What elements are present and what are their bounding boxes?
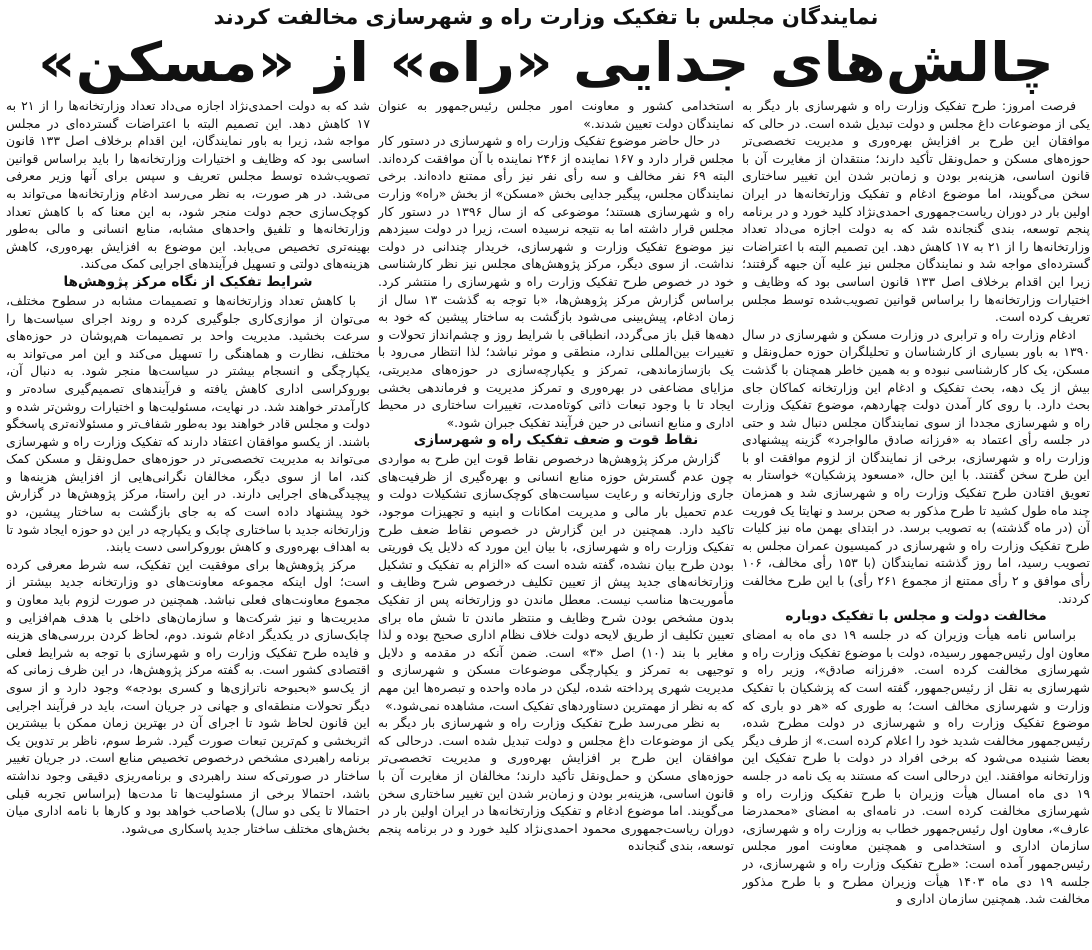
section-heading: مخالفت دولت و مجلس با تفکیک دوباره bbox=[785, 608, 1047, 625]
article-column-left bbox=[6, 97, 370, 950]
article-paragraph: فرصت امروز: طرح تفکیک وزارت راه و شهرسازی بار دیگر به یکی از موضوعات داغ مجلس و دولت تبدیل شده است. در حالی که موافقان این طرح بر افزایش بهره‌وری و مدیریت تخصصی‌تر حوزه‌های مسکن و حمل‌ونقل تأکید دارند؛ منتقدان از مغایرت آن با قانون اساسی، هزینه‌بر بودن و زمان‌بر شدن این تغییر ساختاری سخن می‌گویند، اما موضوع ادغام و تفکیک وزارتخانه‌ها در ایران اولین بار در دوران ریاست‌جمهوری احمدی‌نژاد کلید خورد و در برنامه پنجم توسعه، بندی گنجانده شد که به دولت اجازه می‌داد تعداد وزارتخانه‌ها را از ۲۱ به ۱۷ کاهش دهد. این تصمیم البته با اعتراضات گسترده‌ای مواجه شد و نمایندگان مجلس نیز علیه آن جبهه گرفتند؛ زیرا این اقدام برخلاف اصل ۱۳۳ قانون اساسی بود که وظایف و اختیارات وزارتخانه‌ها را براساس قوانین تصویب‌شده توسط مجلس تعریف کرده است. bbox=[742, 98, 1090, 325]
article-paragraph: براساس نامه هیأت وزیران که در جلسه ۱۹ دی ماه به امضای معاون اول رئیس‌جمهور رسیده، دولت با موضوع تفکیک وزارت راه و شهرسازی مخالفت کرده است. «فرزانه صادق»، وزیر راه و شهرسازی به نقل از رئیس‌جمهور، گفته است که پزشکیان با تفکیک وزارت و شهرسازی مخالف است؛ به طوری که «هر دو باری که موضوع تفکیک وزارت راه و شهرسازی در دولت مطرح شده، رئیس‌جمهور مخالفت شدید خود را اعلام کرده است.» از طرف دیگر بعضا شنیده می‌شود که برخی افراد در دولت با طرح تفکیک این وزارتخانه موافقند. این درحالی است که مستند به یک نامه در جلسه ۱۹ دی ماه امسال هیأت وزیران با طرح تفکیک وزارت راه و شهرسازی مخالفت کرده است. در نامه‌ای به امضای «محمدرضا عارف»، معاون اول رئیس‌جمهور خطاب به وزارت راه و شهرسازی، سازمان اداری و استخدامی و همچنین معاونت امور مجلس رئیس‌جمهور آمده است: «طرح تفکیک وزارت راه و شهرسازی، در جلسه ۱۹ دی ماه ۱۴۰۳ هیأت وزیران مطرح و با طرح مذکور مخالفت شد. همچنین سازمان اداری و bbox=[742, 627, 1090, 907]
article-paragraph: به نظر می‌رسد طرح تفکیک وزارت راه و شهرسازی بار دیگر به یکی از موضوعات داغ مجلس و دولت تبدیل شده است. درحالی که موافقان این طرح بر افزایش بهره‌وری و مدیریت تخصصی‌تر حوزه‌های مسکن و حمل‌ونقل تأکید دارند؛ مخالفان از مغایرت آن با قانون اساسی، هزینه‌بر بودن و زمان‌بر شدن این تغییر ساختاری سخن می‌گویند. اما موضوع ادغام و تفکیک وزارتخانه‌ها در ایران اولین بار در دوران ریاست‌جمهوری محمود احمدی‌نژاد کلید خورد و در برنامه پنجم توسعه، بندی گنجانده bbox=[378, 715, 734, 854]
article-paragraph: گزارش مرکز پژوهش‌ها درخصوص نقاط قوت این طرح به مواردی چون عدم گسترش حوزه منابع انسانی و بهره‌گیری از ظرفیت‌های جاری وزارتخانه و رعایت سیاست‌های کوچک‌سازی تشکیلات دولت و عدم تحمیل بار مالی و مدیریت امکانات و ابنیه و تجهیزات موجود، تاکید دارد. همچنین در این گزارش در خصوص نقاط ضعف طرح تفکیک وزارت راه و شهرسازی، با بیان این مورد که دلایل یک فوریتی بودن طرح بیان نشده، گفته شده است که «الزام به تفکیک و تشکیل وزارتخانه‌های جدید پیش از تعیین تکلیف درخصوص شرح وظایف و مأموریت‌ها مناسب نیست. معطل ماندن دو وزارتخانه پس از تفکیک بدون مشخص بودن شرح وظایف و منتظر ماندن تا شش ماه برای تعیین تکلیف از طریق لایحه دولت خلاف نظام اداری صحیح بوده و لذا مغایر با بند (۱۰) اصل «۳» است. ضمن آنکه در مقدمه و دلایل توجیهی به تمرکز و یکپارچگی موضوعات مسکن و شهرسازی و مدیریت شهری پرداخته شده، لیکن در ماده واحده و تبصره‌ها این مهم که به نظر از مهمترین دستاوردهای تفکیک است، مشاهده نمی‌شود.» bbox=[378, 451, 734, 713]
headline-kicker: نمایندگان مجلس با تفکیک وزارت راه و شهرسازی مخالفت کردند bbox=[213, 5, 879, 29]
section-heading: نقاط قوت و ضعف تفکیک راه و شهرسازی bbox=[413, 432, 699, 449]
article-column-right bbox=[742, 97, 1090, 950]
article-paragraph: مرکز پژوهش‌ها برای موفقیت این تفکیک، سه شرط معرفی کرده است؛ اول اینکه مجموعه معاونت‌های دو وزارتخانه جدید بیشتر از مجموع معاونت‌های فعلی نباشد. همچنین در صورت لزوم باید معاون و مدیریت‌ها و نیز شرکت‌ها و سازمان‌های داخلی با هدف هم‌افزایی و چابک‌سازی در یکدیگر ادغام شوند. دوم، لحاظ کردن بررسی‌های هزینه و فایده طرح تفکیک وزارت راه و شهرسازی با توجه به شرایط فعلی اقتصادی کشور است. به گفته مرکز پژوهش‌ها، در این ظرف زمانی که از یک‌سو «بحبوحه ناترازی‌ها و کسری بودجه» وجود دارد و از سوی دیگر تحولات منطقه‌ای و جهانی در جریان است، باید در فرآیند اجرایی این قانون لحاظ شود تا اجرای آن در بهترین زمان ممکن با بیشترین اثربخشی و کم‌ترین تبعات صورت گیرد. شرط سوم، ناظر بر تدوین یک برنامه راهبردی مشخص درخصوص تخصیص منابع است. در جریان تغییر ساختار در صورتی‌که سند راهبردی و برنامه‌ریزی دقیقی وجود نداشته باشد، احتمالا برخی از مسئولیت‌ها تا مدت‌ها (براساس تجربه قبلی احتمالا تا یکی دو سال) بلاصاحب خواهد بود و کارها با نامه اداری میان بخش‌های مختلف ساختار جدید پاسکاری می‌شود. bbox=[6, 556, 370, 836]
section-heading: شرایط تفکیک از نگاه مرکز پژوهش‌ها bbox=[63, 273, 313, 290]
article-paragraph: شد که به دولت احمدی‌نژاد اجازه می‌داد تعداد وزارتخانه‌ها را از ۲۱ به ۱۷ کاهش دهد. این تصمیم البته با اعتراضات گسترده‌ای در مجلس مواجه شد، زیرا به باور نمایندگان، این اقدام برخلاف اصل ۱۳۳ قانون اساسی بود که وظایف و اختیارات وزارتخانه‌ها را باید براساس قوانین تصویب‌شده توسط مجلس تعریف و سپس برای آنها وزیر معرفی می‌شد. در هر صورت، به نظر می‌رسد ادغام وزارتخانه‌ها می‌تواند به کوچک‌سازی حجم دولت منجر شود، به این معنا که با کاهش تعداد وزارتخانه‌ها و تلفیق واحدهای مشابه، منابع انسانی و مالی به‌طور بهینه‌تری تخصیص می‌یابد. این موضوع به افزایش بهره‌وری، کاهش هزینه‌های دولتی و تسهیل فرآیندهای اجرایی کمک می‌کند. bbox=[6, 98, 370, 272]
article-column-middle bbox=[378, 97, 734, 950]
article-paragraph: ادغام وزارت راه و ترابری در وزارت مسکن و شهرسازی در سال ۱۳۹۰ به باور بسیاری از کارشناسان و تحلیلگران حوزه حمل‌ونقل و مسکن، یک کار کارشناسی نبوده و به همین خاطر همچنان با گذشت بیش از یک دهه، بحث تفکیک و ادغام این وزارتخانه کماکان جای بحث دارد. با روی کار آمدن دولت چهاردهم، موضوع تفکیک وزارت راه و شهرسازی مجددا از سوی نمایندگان مجلس دنبال شد و حتی در جلسه رأی اعتماد به «فرزانه صادق مالواجرد» گزینه پیشنهادی وزارت راه و شهرسازی، برخی از نمایندگان از لزوم موافقت او با این طرح سخن گفتند. با این حال، «مسعود پزشکیان» خواستار به تعویق افتادن طرح تفکیک وزارت راه و شهرسازی شد و همزمان چند ماه طول کشید تا طرح مذکور به صحن برسد و نهایتا یک فوریت آن (در ماه گذشته) به تصویب برسد. در ابتدای بهمن ماه نیز کلیات طرح تفکیک وزارت راه و شهرسازی در کمیسیون عمران مجلس به تصویب رسید، اما روز گذشته نمایندگان (با ۱۵۳ رأی مخالف، ۱۰۶ رأی موافق و ۲ رأی ممتنع از مجموع ۲۶۱ رأی) با این طرح مخالفت کردند. bbox=[742, 326, 1090, 606]
article-paragraph: با کاهش تعداد وزارتخانه‌ها و تصمیمات مشابه در سطوح مختلف، می‌توان از موازی‌کاری جلوگیری کرده و روند اجرای سیاست‌ها را سرعت بخشید. مدیریت واحد بر تصمیمات هم‌پوشان در حوزه‌های مختلف، نظارت و هماهنگی را تسهیل می‌کند و این امر می‌تواند به یکپارچگی و انسجام بیشتر در سیاست‌ها منجر شود. به دنبال آن، بوروکراسی اداری کاهش یافته و فرآیندهای تصمیم‌گیری ساده‌تر و کارآمدتر خواهند شد. در نهایت، مسئولیت‌ها و اختیارات روشن‌تر شده و دولت و مجلس قادر خواهند بود به‌طور شفاف‌تر و مسئولانه‌تری پاسخگو باشند. از یکسو موافقان اعتقاد دارند که تفکیک وزارت راه و شهرسازی می‌تواند به مدیریت تخصصی‌تر در حوزه‌های حمل‌ونقل و مسکن کمک کند، اما از سوی دیگر، مخالفان نگرانی‌هایی از افزایش هزینه‌ها و پیچیدگی‌های اجرایی دارند. در این راستا، مرکز پژوهش‌ها در گزارش خود پیشنهاد داده است که به جای بازگشت به ساختار پیشین، دو وزارتخانه جدید با ساختاری چابک و یکپارچه در این دو حوزه ایجاد شود تا به اهداف بهره‌وری و کاهش بوروکراسی دست یابند. bbox=[6, 292, 370, 555]
article-paragraph: در حال حاضر موضوع تفکیک وزارت راه و شهرسازی در دستور کار مجلس قرار دارد و ۱۶۷ نماینده از ۲۴۶ نماینده با آن موافقت کرده‌اند. البته ۶۹ نفر مخالف و سه رأی نفر نیز رأی ممتنع داده‌اند. برخی نمایندگان مجلس، پیگیر جدایی بخش «مسکن» از بخش «راه» وزارت راه و شهرسازی هستند؛ موضوعی که از سال ۱۳۹۶ در دستور کار مجلس قرار داشته اما به نتیجه نرسیده است، زیرا در دولت سیزدهم نیز موضوع تفکیک وزارت و شهرسازی، خریدار چندانی در دولت نداشت. از سوی دیگر، مرکز پژوهش‌های مجلس نیز نظر کارشناسی خود در خصوص طرح تفکیک وزارت راه و شهرسازی را منتشر کرد. براساس گزارش مرکز پژوهش‌ها، «با توجه به گذشت ۱۳ سال از زمان ادغام، پیش‌بینی می‌شود بازگشت به ساختار پیشین که خود به دهه‌ها قبل باز می‌گردد، انطباقی با شرایط روز و چشم‌انداز تحولات و تغییرات بین‌المللی ندارد، منطقی و موثر نباشد؛ لذا انتظار می‌رود با یک بازسازماندهی، تمرکز و یکپارچه‌سازی در حوزه‌های مدیریتی، مزایای مضاعفی در بهره‌وری و تمرکز مدیریت و فرماندهی بخشی ایجاد تا با وجود تبعات ذاتی کوتاه‌مدت، تغییرات ساختاری در محیط اداری و منابع انسانی در حین فرآیند تفکیک جبران شود.» bbox=[378, 133, 734, 430]
article-paragraph: استخدامی کشور و معاونت امور مجلس رئیس‌جمهور به عنوان نمایندگان دولت تعیین شدند.» bbox=[378, 98, 734, 131]
headline-title: چالش‌های جدایی «راه» از «مسکن» bbox=[37, 31, 1054, 94]
